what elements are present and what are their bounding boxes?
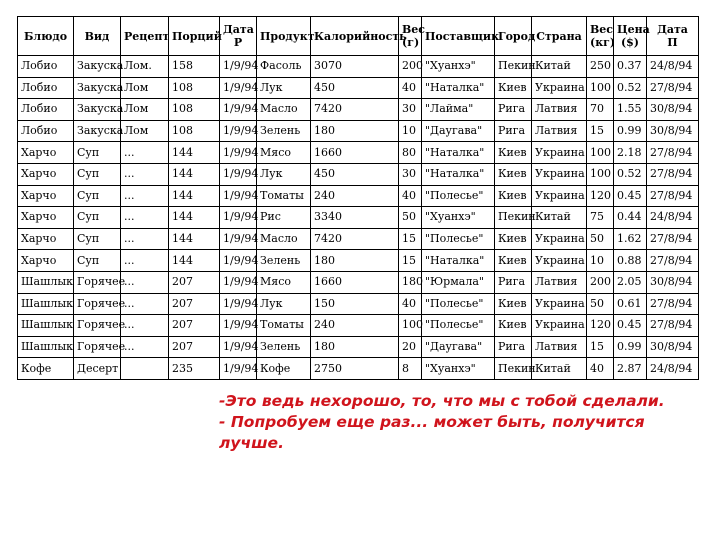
table-cell: "Наталка" [422,77,495,99]
table-cell: 120 [587,315,614,337]
table-cell: "Лайма" [422,99,495,121]
table-cell: ... [121,271,169,293]
table-cell: 30/8/94 [647,99,699,121]
table-cell: 10 [587,250,614,272]
table-row [18,120,699,142]
table-cell: 24/8/94 [647,56,699,78]
column-header: Цена ($) [614,17,647,56]
table-cell: Рига [495,99,532,121]
table-cell: 100 [587,142,614,164]
table-cell: 1/9/94 [220,358,257,380]
table-cell: Лук [257,293,311,315]
table-cell: 24/8/94 [647,207,699,229]
table-cell: "Полесье" [422,185,495,207]
table-cell: "Даугава" [422,336,495,358]
table-cell: 75 [587,207,614,229]
table-cell: 207 [169,293,220,315]
table-cell: 1/9/94 [220,293,257,315]
table-cell: 180 [311,336,399,358]
table-row [18,271,699,293]
table-cell: 50 [587,228,614,250]
table-cell: 40 [587,358,614,380]
table-row [18,293,699,315]
table-cell: Масло [257,99,311,121]
table-cell: 70 [587,99,614,121]
table-cell: 180 [399,271,422,293]
table-cell: Десерт [74,358,121,380]
table-cell: Харчо [18,228,74,250]
table-cell: Харчо [18,207,74,229]
table-cell: "Наталка" [422,142,495,164]
table-cell: "Наталка" [422,250,495,272]
table-row [18,142,699,164]
table-cell: 108 [169,120,220,142]
table-cell: Суп [74,228,121,250]
table-cell: Суп [74,250,121,272]
column-header: Страна [532,17,587,56]
column-header: Вес (кг) [587,17,614,56]
table-cell: 200 [399,56,422,78]
table-cell: Киев [495,163,532,185]
table-cell: "Хуанхэ" [422,56,495,78]
table-cell: 0.99 [614,120,647,142]
column-header: Дата П [647,17,699,56]
table-cell: Рига [495,120,532,142]
table-cell: ... [121,336,169,358]
table-cell: ... [121,163,169,185]
table-cell: 1/9/94 [220,228,257,250]
table-cell: 144 [169,250,220,272]
table-cell: 1/9/94 [220,207,257,229]
table-row [18,336,699,358]
table-cell: 180 [311,250,399,272]
table-cell: Кофе [18,358,74,380]
table-cell: 40 [399,185,422,207]
header-row [18,17,699,56]
table-cell: 24/8/94 [647,358,699,380]
table-cell: Украина [532,185,587,207]
table-cell: 7420 [311,228,399,250]
table-cell: Киев [495,250,532,272]
table-cell: 100 [399,315,422,337]
table-cell: 50 [399,207,422,229]
table-cell: Фасоль [257,56,311,78]
table-cell: Шашлык [18,336,74,358]
table-cell: ... [121,228,169,250]
table-cell: Лом [121,99,169,121]
table-row [18,163,699,185]
table-cell: Шашлык [18,271,74,293]
table-cell: Лобио [18,56,74,78]
table-cell: 0.37 [614,56,647,78]
table-cell: 30 [399,163,422,185]
table-cell: 100 [587,163,614,185]
table-cell: Зелень [257,120,311,142]
table-cell: Латвия [532,99,587,121]
table-cell: ... [121,185,169,207]
table-cell: 40 [399,293,422,315]
table-cell: 2.87 [614,358,647,380]
data-table-container [17,16,698,380]
table-row [18,56,699,78]
column-header: Дата Р [220,17,257,56]
table-cell: Шашлык [18,315,74,337]
table-cell: ... [121,293,169,315]
table-cell: Рига [495,336,532,358]
table-cell: Киев [495,228,532,250]
table-cell: 144 [169,185,220,207]
table-cell: Харчо [18,163,74,185]
table-cell: 27/8/94 [647,142,699,164]
table-cell: ... [121,250,169,272]
table-cell: Лобио [18,77,74,99]
table-cell: Украина [532,250,587,272]
table-cell: Китай [532,358,587,380]
table-cell: 27/8/94 [647,293,699,315]
table-cell: Украина [532,315,587,337]
table-cell: 240 [311,185,399,207]
table-cell: 1/9/94 [220,185,257,207]
table-cell: Лом [121,77,169,99]
table-cell: 0.45 [614,185,647,207]
table-cell: Украина [532,293,587,315]
table-cell: 3340 [311,207,399,229]
table-cell: 1/9/94 [220,120,257,142]
table-cell: 1660 [311,142,399,164]
table-cell: Лук [257,163,311,185]
table-cell: 207 [169,315,220,337]
table-cell: "Хуанхэ" [422,207,495,229]
table-cell: 7420 [311,99,399,121]
table-row [18,250,699,272]
table-cell: Томаты [257,315,311,337]
table-cell: 2.05 [614,271,647,293]
table-cell: Мясо [257,271,311,293]
table-row [18,315,699,337]
table-cell: 3070 [311,56,399,78]
table-cell: 200 [587,271,614,293]
table-cell: ... [121,315,169,337]
table-cell: 27/8/94 [647,250,699,272]
table-cell: 207 [169,271,220,293]
table-cell: 0.52 [614,163,647,185]
table-cell: 158 [169,56,220,78]
table-cell: Зелень [257,250,311,272]
table-cell: 0.61 [614,293,647,315]
table-cell: "Даугава" [422,120,495,142]
table-cell: 1/9/94 [220,315,257,337]
table-cell: Пекин [495,358,532,380]
table-cell: Закуска [74,56,121,78]
table-cell: Лобио [18,120,74,142]
table-cell: 2.18 [614,142,647,164]
table-cell: 8 [399,358,422,380]
table-cell: 1/9/94 [220,250,257,272]
table-cell: 100 [587,77,614,99]
table-cell: 144 [169,207,220,229]
column-header: Поставщик [422,17,495,56]
table-cell: 27/8/94 [647,77,699,99]
table-cell: 1/9/94 [220,77,257,99]
table-cell: 27/8/94 [647,163,699,185]
table-cell: 108 [169,77,220,99]
table-row [18,207,699,229]
table-cell: 1/9/94 [220,99,257,121]
table-cell: Китай [532,207,587,229]
table-cell: Горячее [74,271,121,293]
table-cell: Томаты [257,185,311,207]
table-cell: Китай [532,56,587,78]
caption-line-1: -Это ведь нехорошо, то, что мы с тобой сделали. [219,392,665,410]
table-cell: Мясо [257,142,311,164]
table-cell: 450 [311,163,399,185]
column-header: Калорийность [311,17,399,56]
table-cell: 30/8/94 [647,120,699,142]
table-cell: Горячее [74,293,121,315]
column-header: Порций [169,17,220,56]
table-cell: 15 [399,228,422,250]
table-cell: 1/9/94 [220,56,257,78]
table-cell: Харчо [18,250,74,272]
table-cell: Киев [495,142,532,164]
table-cell: Украина [532,142,587,164]
table-cell: 1/9/94 [220,336,257,358]
table-cell: Украина [532,228,587,250]
table-cell: Масло [257,228,311,250]
table-cell: 450 [311,77,399,99]
table-cell: Харчо [18,185,74,207]
table-cell: "Хуанхэ" [422,358,495,380]
table-cell: ... [121,207,169,229]
table-cell: 0.44 [614,207,647,229]
table-cell: 1/9/94 [220,142,257,164]
table-cell: 150 [311,293,399,315]
column-header: Блюдо [18,17,74,56]
table-cell: 2750 [311,358,399,380]
table-cell: "Юрмала" [422,271,495,293]
table-cell: Харчо [18,142,74,164]
table-cell: 30/8/94 [647,336,699,358]
table-cell: 15 [587,120,614,142]
table-cell: Зелень [257,336,311,358]
table-cell: Кофе [257,358,311,380]
table-cell: Рига [495,271,532,293]
table-cell: 40 [399,77,422,99]
table-cell: 50 [587,293,614,315]
table-cell: Лом. [121,56,169,78]
table-cell [121,358,169,380]
table-cell: Пекин [495,56,532,78]
table-cell: 0.52 [614,77,647,99]
table-cell: Закуска [74,77,121,99]
table-cell: Закуска [74,99,121,121]
table-cell: "Полесье" [422,315,495,337]
column-header: Вес (г) [399,17,422,56]
table-cell: 240 [311,315,399,337]
table-cell: "Наталка" [422,163,495,185]
table-cell: 1/9/94 [220,271,257,293]
table-cell: 144 [169,163,220,185]
table-cell: Латвия [532,336,587,358]
table-cell: 120 [587,185,614,207]
table-cell: 1660 [311,271,399,293]
table-cell: "Полесье" [422,228,495,250]
table-cell: Суп [74,163,121,185]
table-cell: Украина [532,163,587,185]
table-cell: Лом [121,120,169,142]
table-cell: 1/9/94 [220,163,257,185]
table-cell: Латвия [532,120,587,142]
table-cell: Шашлык [18,293,74,315]
table-cell: 27/8/94 [647,228,699,250]
table-cell: Киев [495,293,532,315]
table-cell: 27/8/94 [647,315,699,337]
table-cell: Киев [495,315,532,337]
table-cell: 180 [311,120,399,142]
column-header: Продукт [257,17,311,56]
table-cell: 0.99 [614,336,647,358]
caption-line-2: - Попробуем еще раз... может быть, получится лучше. [219,413,645,452]
table-cell: 15 [587,336,614,358]
table-cell: Суп [74,207,121,229]
table-cell: 20 [399,336,422,358]
table-cell: Киев [495,185,532,207]
column-header: Город [495,17,532,56]
table-cell: Лук [257,77,311,99]
table-row [18,228,699,250]
table-cell: 144 [169,142,220,164]
table-cell: Пекин [495,207,532,229]
table-cell: 235 [169,358,220,380]
table-cell: 30 [399,99,422,121]
table-row [18,99,699,121]
table-cell: Лобио [18,99,74,121]
table-cell: Горячее [74,336,121,358]
table-cell: Латвия [532,271,587,293]
column-header: Вид [74,17,121,56]
table-cell: 1.62 [614,228,647,250]
table-body [18,56,699,380]
table-cell: Украина [532,77,587,99]
table-row [18,185,699,207]
caption-text [219,391,699,454]
table-cell: 0.88 [614,250,647,272]
table-cell: Горячее [74,315,121,337]
table-cell: Рис [257,207,311,229]
table-row [18,77,699,99]
table-cell: 15 [399,250,422,272]
table-cell: ... [121,142,169,164]
table-cell: Суп [74,185,121,207]
table-cell: 1.55 [614,99,647,121]
column-header: Рецепт [121,17,169,56]
table-cell: 10 [399,120,422,142]
table-cell: "Полесье" [422,293,495,315]
table-cell: Закуска [74,120,121,142]
table-cell: 27/8/94 [647,185,699,207]
table-cell: 30/8/94 [647,271,699,293]
data-table [17,16,699,380]
table-cell: 108 [169,99,220,121]
table-cell: 207 [169,336,220,358]
table-cell: 80 [399,142,422,164]
table-cell: 0.45 [614,315,647,337]
table-cell: 250 [587,56,614,78]
table-cell: 144 [169,228,220,250]
table-row [18,358,699,380]
table-cell: Суп [74,142,121,164]
table-cell: Киев [495,77,532,99]
